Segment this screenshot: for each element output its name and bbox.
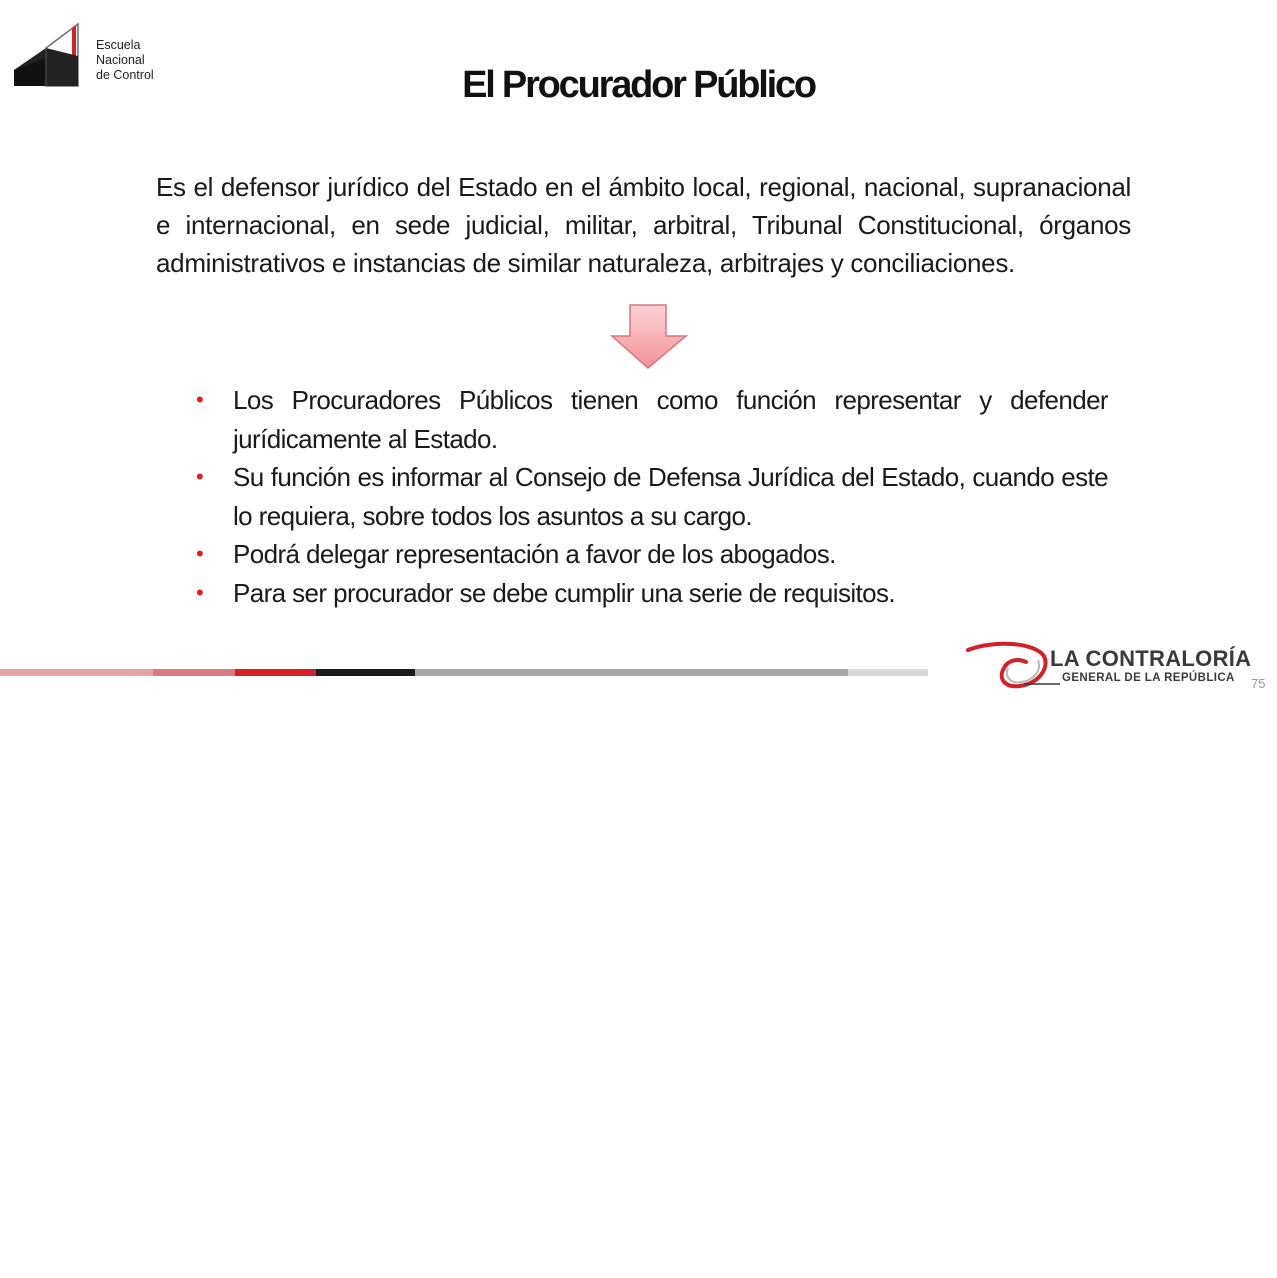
bullet-text: Su función es informar al Consejo de Defensa Jurídica del Estado, cuando este lo requiera, sobre todos los asuntos a su cargo.: [233, 462, 1108, 531]
bullet-dot: •: [196, 387, 204, 412]
bullet-text: Para ser procurador se debe cumplir una serie de requisitos.: [233, 577, 896, 608]
contraloria-subtitle: GENERAL DE LA REPÚBLICA: [1062, 672, 1235, 684]
bullet-dot: •: [196, 464, 204, 489]
color-bar-segment: [848, 669, 928, 676]
color-bar-segment: [235, 669, 316, 676]
bullet-item: [196, 458, 1108, 535]
bullet-item: [196, 381, 1108, 458]
contraloria-title: LA CONTRALORÍA: [1050, 646, 1252, 671]
color-bar-segment: [153, 669, 235, 676]
bullet-item: [196, 574, 1108, 613]
slide-title: El Procurador Público: [462, 64, 815, 106]
color-bar-segment: [316, 669, 415, 676]
color-bar-segment: [415, 669, 848, 676]
contraloria-logo: [964, 638, 1254, 692]
bullet-text: Podrá delegar representación a favor de los abogados.: [233, 539, 836, 569]
color-bar-segment: [0, 669, 153, 676]
page-number: 75: [1251, 676, 1266, 691]
logo-line-2: Nacional: [96, 53, 145, 67]
bullet-list: [196, 381, 1108, 612]
logo-line-1: Escuela: [96, 38, 141, 52]
bullet-dot: •: [196, 579, 204, 605]
contraloria-swoosh-icon: [964, 638, 1060, 692]
intro-paragraph: Es el defensor jurídico del Estado en el ámbito local, regional, nacional, supranacional e internacional, en sede judicial, militar, arbitral, Tribunal Constitucional, órganos administrativos e instancias de similar naturaleza, arbitrajes y conciliaciones.: [156, 172, 1131, 278]
bullet-item: [196, 535, 1108, 574]
bullet-text: Los Procuradores Públicos tienen como función representar y defender jurídicamente al Estado.: [233, 385, 1108, 454]
logo-line-3: de Control: [96, 68, 154, 82]
footer-color-bar: [0, 669, 928, 676]
down-arrow-icon: [610, 304, 688, 370]
bullet-dot: •: [196, 541, 204, 566]
